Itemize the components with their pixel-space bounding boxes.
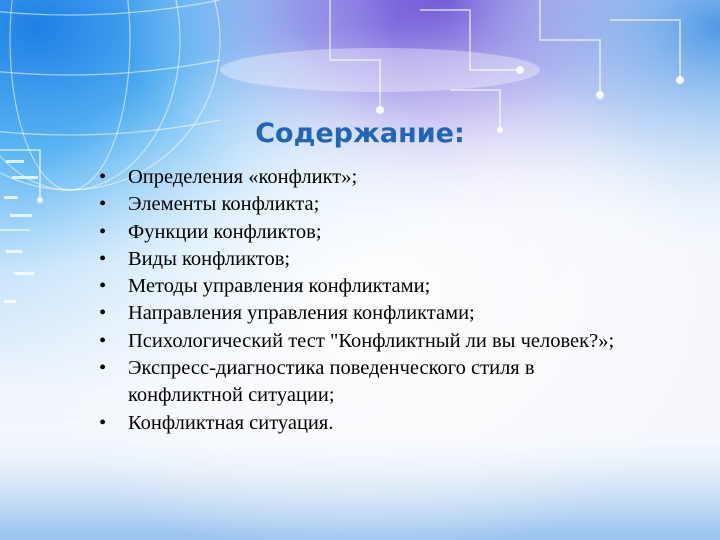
- list-item: • Элементы конфликта;: [97, 191, 617, 218]
- list-item: • Определения «конфликт»;: [97, 164, 617, 191]
- slide-title-text: Содержание:: [255, 118, 465, 149]
- list-item: • Виды конфликтов;: [97, 246, 617, 273]
- contents-list: [97, 164, 617, 437]
- list-item: • Методы управления конфликтами;: [97, 273, 617, 300]
- list-item: • Функции конфликтов;: [97, 219, 617, 246]
- slide-title: [0, 118, 720, 149]
- list-item: • Психологический тест "Конфликтный ли вы человек?»;: [97, 328, 617, 355]
- list-item: • Направления управления конфликтами;: [97, 300, 617, 327]
- list-item: • Конфликтная ситуация.: [97, 410, 617, 437]
- list-item: • Экспресс-диагностика поведенческого стиля в конфликтной ситуации;: [97, 355, 617, 410]
